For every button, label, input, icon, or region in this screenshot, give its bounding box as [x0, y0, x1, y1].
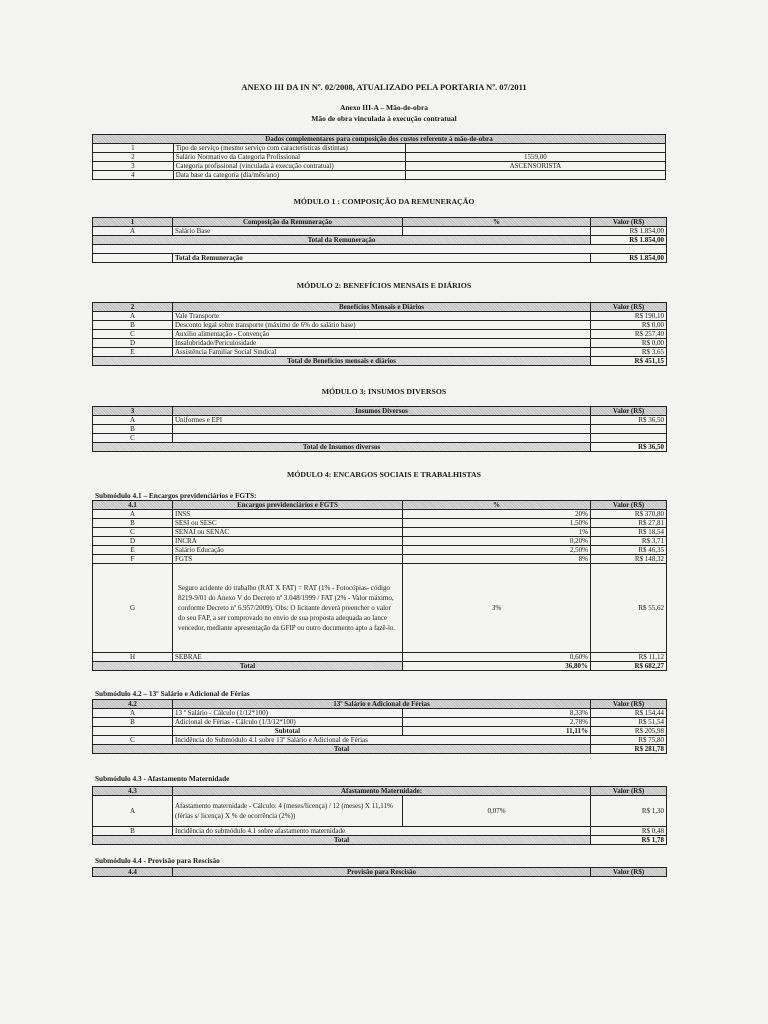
total-row: Total de Benefícios mensais e diários R$ 451,15: [93, 357, 667, 366]
table-row: H SEBRAE 0,60% R$ 11,12: [93, 653, 667, 662]
submodule-4-3-title: Submódulo 4.3 - Afastamento Maternidade: [95, 774, 230, 783]
table-row: B Incidência do submódulo 4.1 sobre afastamento maternidade R$ 0,48: [93, 827, 667, 836]
submodule-4-4-table: 4.4 Provisão para Rescisão Valor (R$): [92, 867, 667, 877]
table-row: B: [93, 425, 667, 434]
submodule-4-4-title: Submódulo 4.4 - Provisão para Rescisão: [95, 856, 220, 865]
table-row: D INCRA 0,20% R$ 3,71: [93, 537, 667, 546]
table-row: A Afastamento maternidade - Cálculo: 4 (meses/licença) / 12 (meses) X 11,11% (férias s/ licença) X % de ocorrência (2%)) 0,07% R$ 1,30: [93, 796, 667, 827]
module1-table: 1 Composição da Remuneração % Valor (R$) A Salário Base R$ 1.854,00 Total da Remuneração R$ 1.854,00 Total da Remuneração R$ 1.854,00: [92, 217, 667, 263]
document-title: ANEXO III DA IN Nº. 02/2008, ATUALIZADO PELA PORTARIA Nº. 07/2011: [241, 82, 527, 92]
dados-table: [92, 134, 666, 180]
table-row: D Insalubridade/Periculosidade R$ 0,00: [93, 339, 667, 348]
module3-table: 3 Insumos Diversos Valor (R$) A Uniformes e EPI R$ 36,50 B C Total de Insumos diversos R$ 36,50: [92, 406, 667, 452]
dados-heading: Dados complementares para composição dos custos referente à mão-de-obra: [93, 135, 666, 144]
table-row: 3 Categoria profissional (vinculada à execução contratual) ASCENSORISTA: [93, 162, 666, 171]
module2-table: 2 Benefícios Mensais e Diários Valor (R$) A Vale Transporte R$ 190,10 B Desconto legal sobre transporte (máximo de 6% do salário base) R$ 0,00 C Auxílio alimentação - Convenção R$ 257,40 D Insalubridade/Periculosidade R$ 0,00 E Assistência Familiar Social Sindical R$ 3,65 Total de Benefícios mensais e diários R$ 451,15: [92, 302, 667, 366]
submodule-4-1-title: Submódulo 4.1 – Encargos previdenciários e FGTS:: [95, 491, 257, 500]
table-row: A 13 º Salário - Cálculo (1/12*100) 8,33% R$ 154,44: [93, 709, 667, 718]
subtotal-row: Subtotal 11,11% R$ 205,98: [93, 727, 667, 736]
table-row: C Incidência do Submódulo 4.1 sobre 13º Salário e Adicional de Férias R$ 75,80: [93, 736, 667, 745]
annex-title: Anexo III-A – Mão-de-obra: [339, 103, 429, 112]
table-row: 1 Tipo de serviço (mesmo serviço com características distintas): [93, 144, 666, 153]
table-row: A Vale Transporte R$ 190,10: [93, 312, 667, 321]
submodule-4-3-table: 4.3 Afastamento Maternidade: Valor (R$) A Afastamento maternidade - Cálculo: 4 (meses/licença) / 12 (meses) X 11,11% (férias s/ licença) X % de ocorrência (2%)) 0,07% R$ 1,30 B Incidência do submódulo 4.1 sobre afastamento maternidade R$ 0,48 Total R$ 1,78: [92, 786, 667, 845]
table-row-g: G Seguro acidente do trabalho (RAT X FAT) = RAT (1% - Fotocópias- código 8219-9/01 do Anexo V do Decreto nº 3.048/1999 / FAT (2% - Valor máximo, conforme Decreto nº 6.957/2009). Obs: O licitante deverá preencher o valor do seu FAP, a ser comprovado no envio de sua proposta adequada ao lance vencedor, mediante apresentação da GFIP ou outro documento apto a fazê-lo. 3% R$ 55,62: [93, 564, 667, 653]
module3-title: MÓDULO 3: INSUMOS DIVERSOS: [321, 387, 447, 396]
table-row: B Desconto legal sobre transporte (máximo de 6% do salário base) R$ 0,00: [93, 321, 667, 330]
submodule-4-1-table: 4.1 Encargos previdenciários e FGTS % Valor (R$) A INSS 20% R$ 370,80 B SESI ou SESC 1,50% R$ 27,81 C SENAI ou SENAC 1% R$ 18,54 D INCRA 0,20% R$ 3,71 E Salário Educação 2,50% R$ 46,35 F FGTS 8% R$ 148,32 G Seguro acidente do trabalho (RAT X FAT) = RAT (1% - Fotocópias- código 8219-9/01 do Anexo V do Decreto nº 3.048/1999 / FAT (2% - Valor máximo, conforme Decreto nº 6.957/2009). Obs: O licitante deverá preencher o valor do seu FAP, a ser comprovado no envio de sua proposta adequada ao lance vencedor, mediante apresentação da GFIP ou outro documento apto a fazê-lo. 3% R$ 55,62 H SEBRAE 0,60% R$ 11,12 Total 36,80% R$ 682,27: [92, 500, 667, 671]
module4-title: MÓDULO 4: ENCARGOS SOCIAIS E TRABALHISTAS: [286, 470, 482, 479]
table-row: E Assistência Familiar Social Sindical R$ 3,65: [93, 348, 667, 357]
module1-title: MÓDULO 1 : COMPOSIÇÃO DA REMUNERAÇÃO: [293, 197, 475, 206]
table-row: E Salário Educação 2,50% R$ 46,35: [93, 546, 667, 555]
table-row: C: [93, 434, 667, 443]
total-row: Total 36,80% R$ 682,27: [93, 662, 667, 671]
total-row: Total de Insumos diversos R$ 36,50: [93, 443, 667, 452]
table-row: A INSS 20% R$ 370,80: [93, 510, 667, 519]
table-row: F FGTS 8% R$ 148,32: [93, 555, 667, 564]
total-row: Total R$ 1,78: [93, 836, 667, 845]
total-row: Total da Remuneração R$ 1.854,00: [93, 254, 667, 263]
total-row: Total da Remuneração R$ 1.854,00: [93, 236, 667, 245]
annex-subtitle: Mão de obra vinculada à execução contratual: [311, 114, 457, 123]
submodule-4-2-table: 4.2 13º Salário e Adicional de Férias Valor (R$) A 13 º Salário - Cálculo (1/12*100) 8,33% R$ 154,44 B Adicional de Férias - Cálculo (1/3/12*100) 2,78% R$ 51,54 Subtotal 11,11% R$ 205,98 C Incidência do Submódulo 4.1 sobre 13º Salário e Adicional de Férias R$ 75,80 Total R$ 281,78: [92, 699, 667, 754]
table-row: B Adicional de Férias - Cálculo (1/3/12*100) 2,78% R$ 51,54: [93, 718, 667, 727]
table-row: 2 Salário Normativo da Categoria Profissional 1559,00: [93, 153, 666, 162]
table-row: A Uniformes e EPI R$ 36,50: [93, 416, 667, 425]
total-row: Total R$ 281,78: [93, 745, 667, 754]
table-row: 4 Data base da categoria (dia/mês/ano): [93, 171, 666, 180]
table-row: A Salário Base R$ 1.854,00: [93, 227, 667, 236]
table-row: C SENAI ou SENAC 1% R$ 18,54: [93, 528, 667, 537]
table-row: C Auxílio alimentação - Convenção R$ 257,40: [93, 330, 667, 339]
submodule-4-2-title: Submódulo 4.2 – 13º Salário e Adicional de Férias: [95, 689, 250, 698]
module2-title: MÓDULO 2: BENEFÍCIOS MENSAIS E DIÁRIOS: [296, 281, 472, 290]
table-row: B SESI ou SESC 1,50% R$ 27,81: [93, 519, 667, 528]
